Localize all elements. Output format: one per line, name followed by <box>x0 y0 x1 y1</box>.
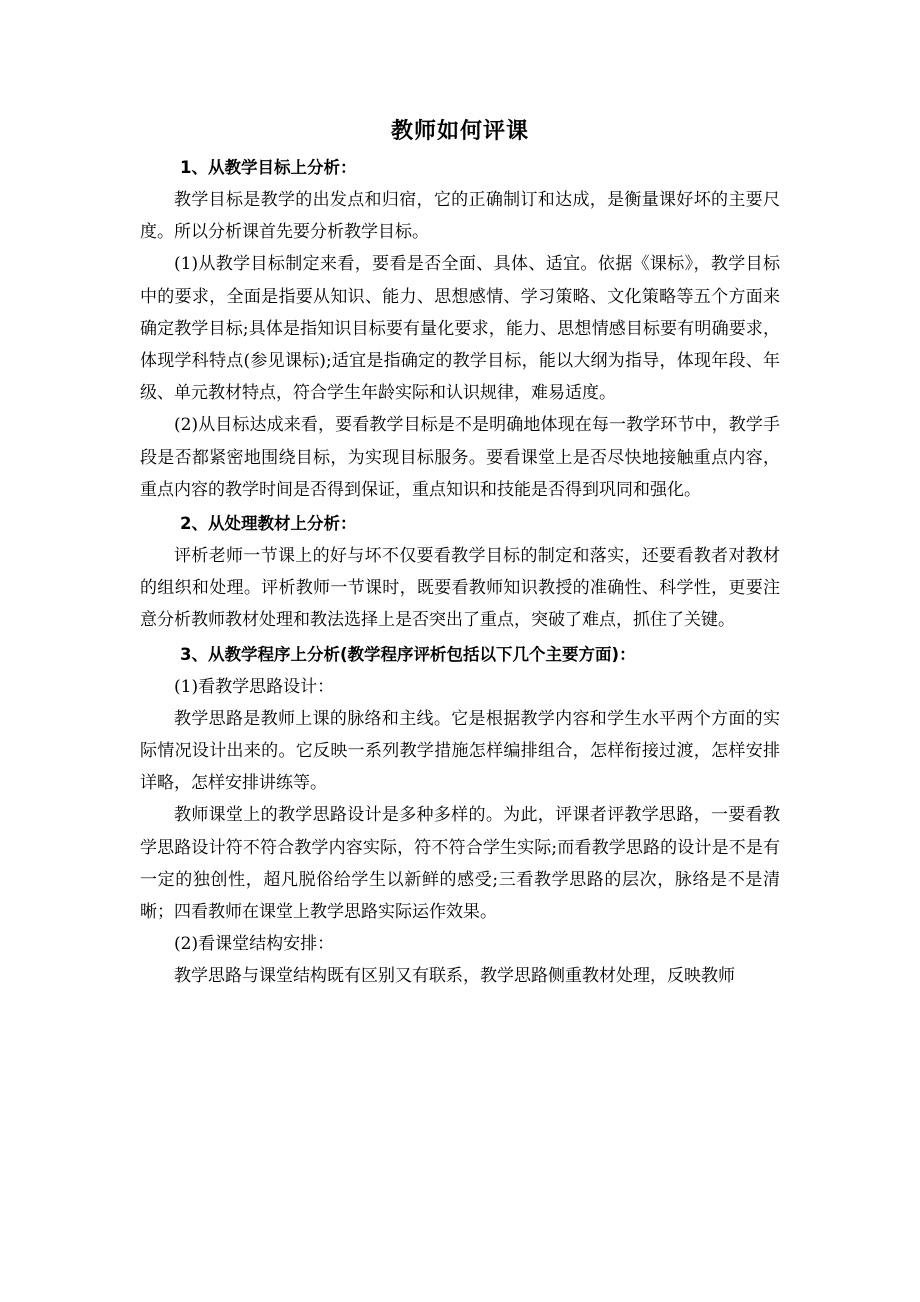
document-page <box>140 112 780 993</box>
paragraph: (2)看课堂结构安排： <box>174 934 335 955</box>
paragraph: (2)从目标达成来看，要看教学目标是不是明确地体现在每一教学环节中，教学手段是否都紧密地围绕目标，为实现目标服务。要看课堂上是否尽快地接触重点内容，重点内容的教学时间是否得到保证，重点知识和技能是否得到巩同和强化。 <box>140 415 780 500</box>
paragraph: 教师课堂上的教学思路设计是多种多样的。为此，评课者评教学思路，一要看教学思路设计符不符合教学内容实际，符不符合学生实际;而看教学思路的设计是不是有一定的独创性，超凡脱俗给学生以新鲜的感受;三看教学思路的层次，脉络是不是清晰；四看教师在课堂上教学思路实际运作效果。 <box>140 805 780 923</box>
page-title: 教师如何评课 <box>390 119 529 144</box>
paragraph: 教学思路是教师上课的脉络和主线。它是根据教学内容和学生水平两个方面的实际情况设计出来的。它反映一系列教学措施怎样编排组合，怎样衔接过渡，怎样安排详略，怎样安排讲练等。 <box>140 708 780 794</box>
section-heading-1: 1、从教学目标上分析： <box>180 158 357 177</box>
paragraph: (1)从教学目标制定来看，要看是否全面、具体、适宜。依据《课标》，教学目标中的要求，全面是指要从知识、能力、思想感情、学习策略、文化策略等五个方面来确定教学目标;具体是指知识目标要有量化要求，能力、思想情感目标要有明确要求，体现学科特点(参见课标);适宜是指确定的教学目标，能以大纲为指导，体现年段、年级、单元教材特点，符合学生年龄实际和认识规律，难易适度。 <box>140 254 780 404</box>
section-heading-2: 2、从处理教材上分析： <box>180 514 357 534</box>
section-heading-3: 3、从教学程序上分析(教学程序评析包括以下几个主要方面)： <box>180 644 636 664</box>
paragraph: 教学思路与课堂结构既有区别又有联系，教学思路侧重教材处理，反映教师 <box>174 966 735 987</box>
paragraph: (1)看教学思路设计： <box>174 676 335 697</box>
paragraph: 教学目标是教学的出发点和归宿，它的正确制订和达成，是衡量课好坏的主要尺度。所以分析课首先要分析教学目标。 <box>140 190 780 243</box>
paragraph: 评析老师一节课上的好与坏不仅要看教学目标的制定和落实，还要看教者对教材的组织和处理。评析教师一节课时，既要看教师知识教授的准确性、科学性，更要注意分析教师教材处理和教法选择上是否突出了重点，突破了难点，抓住了关键。 <box>140 546 780 631</box>
